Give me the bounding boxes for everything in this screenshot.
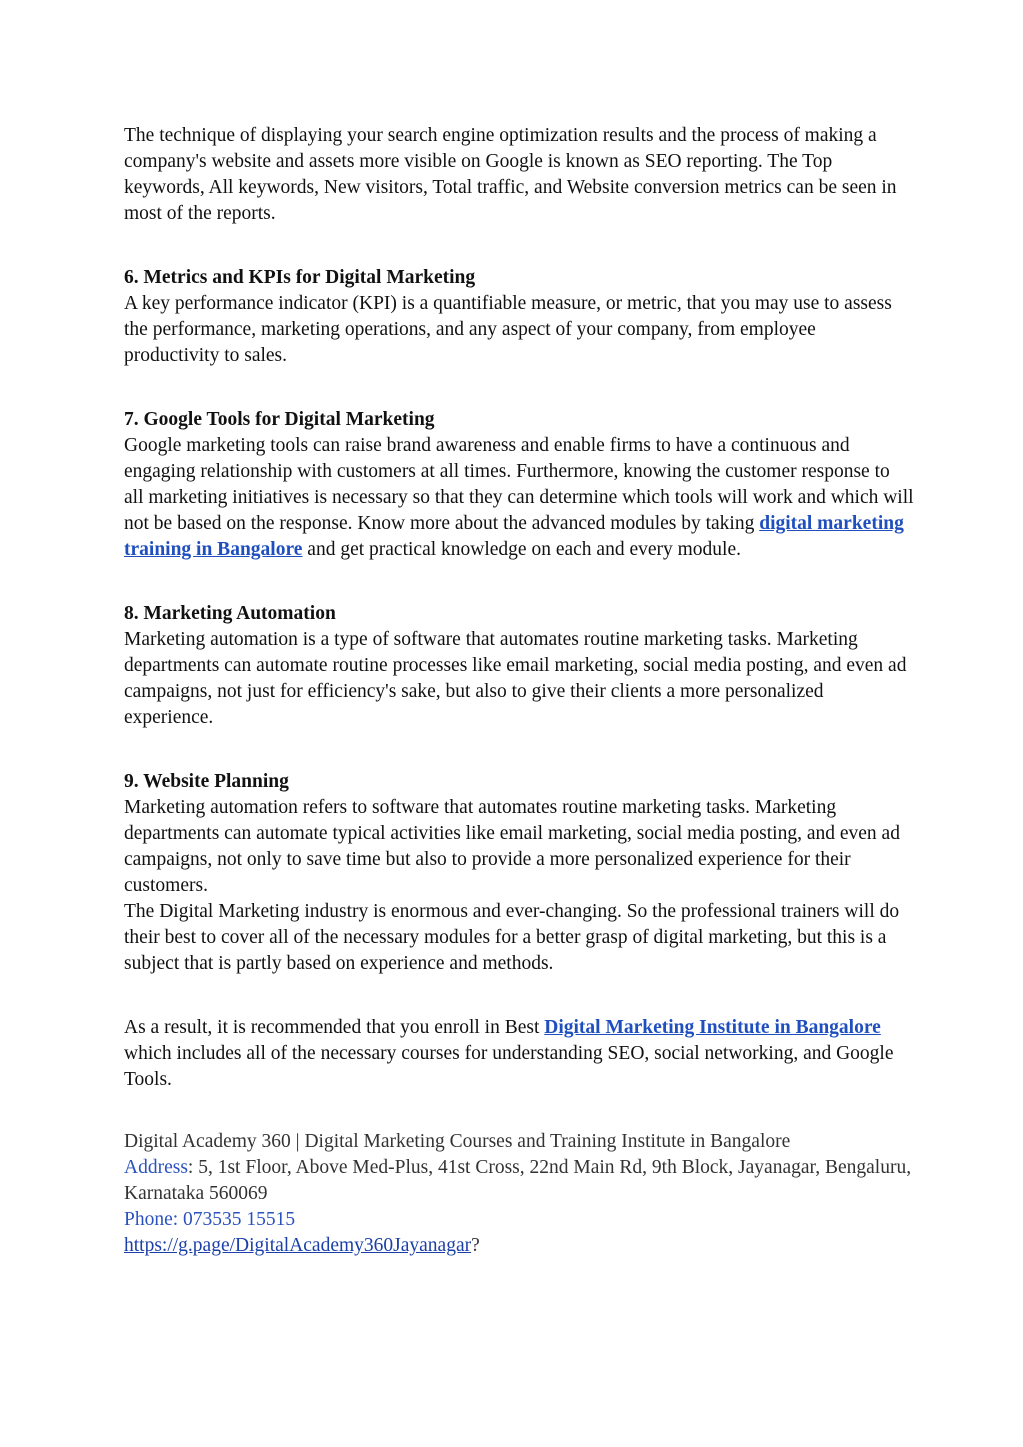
body-text: As a result, it is recommended that you enroll in Best — [124, 1017, 545, 1038]
spacer — [124, 977, 914, 1015]
phone-label: Phone — [124, 1209, 173, 1230]
intro-paragraph: The technique of displaying your search engine optimization results and the process of making a company's website and assets more visible on Google is known as SEO reporting. The Top keywords, All keywords, New visitors, Total traffic, and Website conversion metrics can be seen in most of the reports. — [124, 125, 897, 224]
phone-value: : 073535 15515 — [172, 1209, 296, 1230]
body-text: and get practical knowledge on each and every module. — [302, 539, 741, 560]
spacer — [124, 227, 914, 265]
spacer — [124, 731, 914, 769]
document-page — [124, 123, 914, 1259]
phone-line — [124, 1207, 914, 1233]
address-line — [124, 1155, 914, 1207]
company-name: Digital Academy 360 | Digital Marketing Courses and Training Institute in Bangalore — [124, 1131, 791, 1152]
section-body: A key performance indicator (KPI) is a quantifiable measure, or metric, that you may use to assess the performance, marketing operations, and any aspect of your company, from employee productivity to sales. — [124, 293, 892, 366]
url-suffix: ? — [471, 1235, 480, 1256]
section-body: Marketing automation refers to software that automates routine marketing tasks. Marketing departments can automate typical activities like email marketing, social media posting, and even ad campaigns, not only to save time but also to provide a more personalized experience for their customers. — [124, 797, 900, 896]
spacer — [124, 1093, 914, 1129]
section-body: Marketing automation is a type of software that automates routine marketing tasks. Marketing departments can automate routine processes like email marketing, social media posting, and even ad campaigns, not just for efficiency's sake, but also to give their clients a more personalized experience. — [124, 629, 907, 728]
section-heading: 7. Google Tools for Digital Marketing — [124, 409, 435, 430]
url-line — [124, 1233, 914, 1259]
section-google-tools — [124, 407, 914, 563]
body-text: Google marketing tools can raise brand awareness and enable firms to have a continuous and engaging relationship with customers at all times. Furthermore, knowing the customer response to all marketing initiatives is necessary so that they can determine which tools will work and which will not be based on the response. Know more about the advanced modules by taking — [124, 435, 914, 534]
body-text: which includes all of the necessary courses for understanding SEO, social networking, and Google Tools. — [124, 1043, 894, 1090]
section-body — [124, 433, 914, 563]
section-heading: 8. Marketing Automation — [124, 603, 336, 624]
section-body: The Digital Marketing industry is enormous and ever-changing. So the professional trainers will do their best to cover all of the necessary modules for a better grasp of digital marketing, but this is a subject that is partly based on experience and methods. — [124, 901, 900, 974]
contact-footer — [124, 1129, 914, 1259]
maps-link[interactable]: https://g.page/DigitalAcademy360Jayanagar — [124, 1235, 472, 1256]
section-website-planning — [124, 769, 914, 977]
spacer — [124, 369, 914, 407]
section-marketing-automation — [124, 601, 914, 731]
institute-link[interactable]: Digital Marketing Institute in Bangalore — [544, 1017, 881, 1038]
spacer — [124, 563, 914, 601]
conclusion-paragraph — [124, 1015, 914, 1093]
address-label: Address — [124, 1157, 188, 1178]
section-heading: 6. Metrics and KPIs for Digital Marketing — [124, 267, 476, 288]
training-link[interactable]: digital marketing training in Bangalore — [124, 513, 904, 560]
address-value: : 5, 1st Floor, Above Med-Plus, 41st Cross, 22nd Main Rd, 9th Block, Jayanagar, Bengaluru, Karnataka 560069 — [124, 1157, 912, 1204]
section-metrics-kpis — [124, 265, 914, 369]
section-heading: 9. Website Planning — [124, 771, 289, 792]
